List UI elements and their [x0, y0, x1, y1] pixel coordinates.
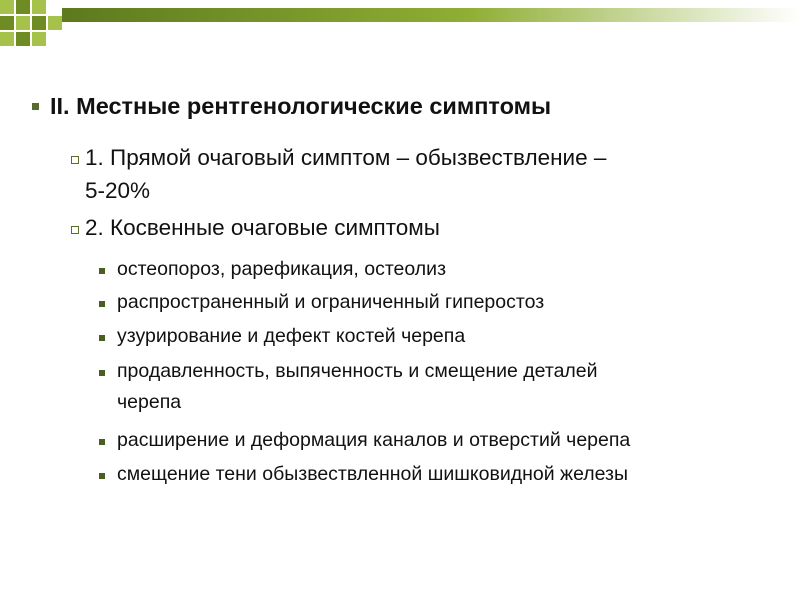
small-square-bullet-icon	[99, 335, 105, 341]
item-2-text: 2. Косвенные очаговые симптомы	[85, 215, 440, 240]
subitem-4-line-2: черепа	[117, 391, 182, 413]
small-square-bullet-icon	[99, 370, 105, 376]
item-1-line-2: 5-20%	[85, 178, 151, 203]
square-bullet-icon	[32, 103, 39, 110]
item-1-line-1: 1. Прямой очаговый симптом – обызвествление –	[85, 145, 607, 170]
subitem-1: остеопороз, рарефикация, остеолиз	[117, 258, 447, 280]
small-square-bullet-icon	[99, 473, 105, 479]
slide-heading: II. Местные рентгенологические симптомы	[50, 93, 552, 119]
hollow-square-bullet-icon	[71, 156, 79, 164]
subitem-3: узурирование и дефект костей черепа	[117, 325, 466, 347]
subitem-6: смещение тени обызвествленной шишковидной железы	[117, 463, 629, 485]
small-square-bullet-icon	[99, 439, 105, 445]
subitem-2: распространенный и ограниченный гиперостоз	[117, 291, 545, 313]
subitem-5: расширение и деформация каналов и отверстий черепа	[117, 429, 631, 451]
small-square-bullet-icon	[99, 268, 105, 274]
small-square-bullet-icon	[99, 301, 105, 307]
hollow-square-bullet-icon	[71, 226, 79, 234]
subitem-4-line-1: продавленность, выпяченность и смещение деталей	[117, 360, 598, 382]
